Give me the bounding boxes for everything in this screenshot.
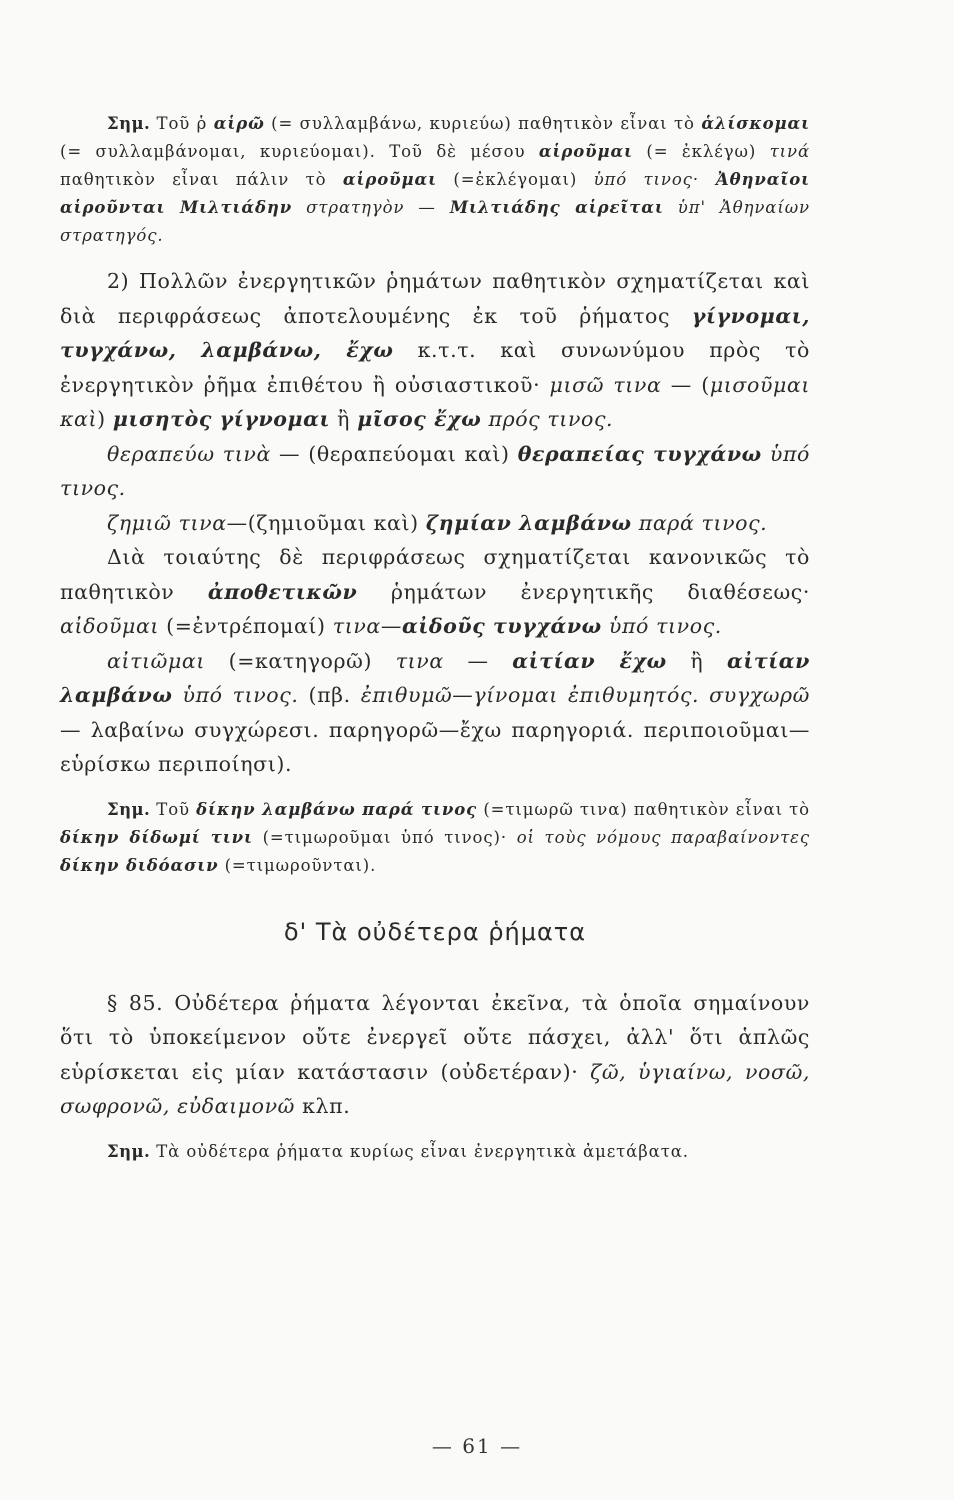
example-zemio: ζημιῶ τινα—(ζημιοῦμαι καὶ) ζημίαν λαμβάνω παρά τινος. xyxy=(107,510,768,535)
page-number: — 61 — xyxy=(431,1434,523,1458)
note-label: Σημ. xyxy=(107,114,151,133)
paragraph-periphrasis: 2) Πολλῶν ἐνεργητικῶν ῥημάτων παθητικὸν σχηματίζεται καὶ διὰ περιφράσεως ἀποτελουμένης ἐκ τοῦ ῥήματος γίγνομαι, τυγχάνω, λαμβάνω, ἔχω κ.τ.τ. καὶ συνωνύμου πρὸς τὸ ἐνεργητικὸν ῥῆμα ἐπιθέτου ἢ οὐσιαστικοῦ· μισῶ τινα — (μισοῦμαι καὶ) μισητὸς γίγνομαι ἢ μῖσος ἔχω πρός τινος. xyxy=(60,269,811,431)
example-aitiomai: αἰτιῶμαι (=κατηγορῶ) τινα — αἰτίαν ἔχω ἢ αἰτίαν λαμβάνω ὑπό τινος. (πβ. ἐπιθυμῶ—γίνομαι ἐπιθυμητός. συγχωρῶ — λαβαίνω συγχώρεσι. παρηγορῶ—ἔχω παρηγοριά. περιποιοῦμαι—εὑρίσκω περιποίησι). xyxy=(60,648,810,776)
paragraph-deponents: Διὰ τοιαύτης δὲ περιφράσεως σχηματίζεται κανονικῶς τὸ παθητικὸν ἀποθετικῶν ῥημάτων ἐνεργητικῆς διαθέσεως· αἰδοῦμαι (=ἐντρέπομαί) τινα—αἰδοῦς τυγχάνω ὑπό τινος. xyxy=(60,545,810,638)
example-therapeuo: θεραπεύω τινὰ — (θεραπεύομαι καὶ) θεραπείας τυγχάνω ὑπό τινος. xyxy=(60,441,810,500)
section-heading: δ' Τὰ οὐδέτερα ῥήματα xyxy=(283,917,587,946)
note-alisko: Σημ. Τοῦ ῥ αἱρῶ (= συλλαμβάνω, κυριεύω) παθητικὸν εἶναι τὸ ἁλίσκομαι (= συλλαμβάνομαι, κυριεύομαι). Τοῦ δὲ μέσου αἱροῦμαι (= ἐκλέγω) τινά παθητικὸν εἶναι πάλιν τὸ αἱροῦμαι (=ἐκλέγομαι) ὑπό τινος· Ἀθηναῖοι αἱροῦνται Μιλτιάδην στρατηγὸν — Μιλτιάδης αἱρεῖται ὑπ' Ἀθηναίων στρατηγός. xyxy=(60,114,810,245)
page-body xyxy=(60,110,810,1166)
note-neuter: Σημ. Τὰ οὐδέτερα ῥήματα κυρίως εἶναι ἐνεργητικὰ ἀμετάβατα. xyxy=(107,1141,689,1161)
note-label: Σημ. xyxy=(107,1141,151,1161)
paragraph-85: § 85. Οὐδέτερα ῥήματα λέγονται ἐκεῖνα, τὰ ὁποῖα σημαίνουν ὅτι τὸ ὑποκείμενον οὔτε ἐνεργεῖ οὔτε πάσχει, ἀλλ' ὅτι ἁπλῶς εὑρίσκεται εἰς μίαν κατάστασιν (οὐδετέραν)· ζῶ, ὑγιαίνω, νοσῶ, σωφρονῶ, εὐδαιμονῶ κλπ. xyxy=(60,990,810,1118)
note-label: Σημ. xyxy=(107,799,151,819)
note-dike: Σημ. Τοῦ δίκην λαμβάνω παρά τινος (=τιμωρῶ τινα) παθητικὸν εἶναι τὸ δίκην δίδωμί τινι (=τιμωροῦμαι ὑπό τινος)· οἱ τοὺς νόμους παραβαίνοντες δίκην διδόασιν (=τιμωροῦνται). xyxy=(60,799,810,875)
